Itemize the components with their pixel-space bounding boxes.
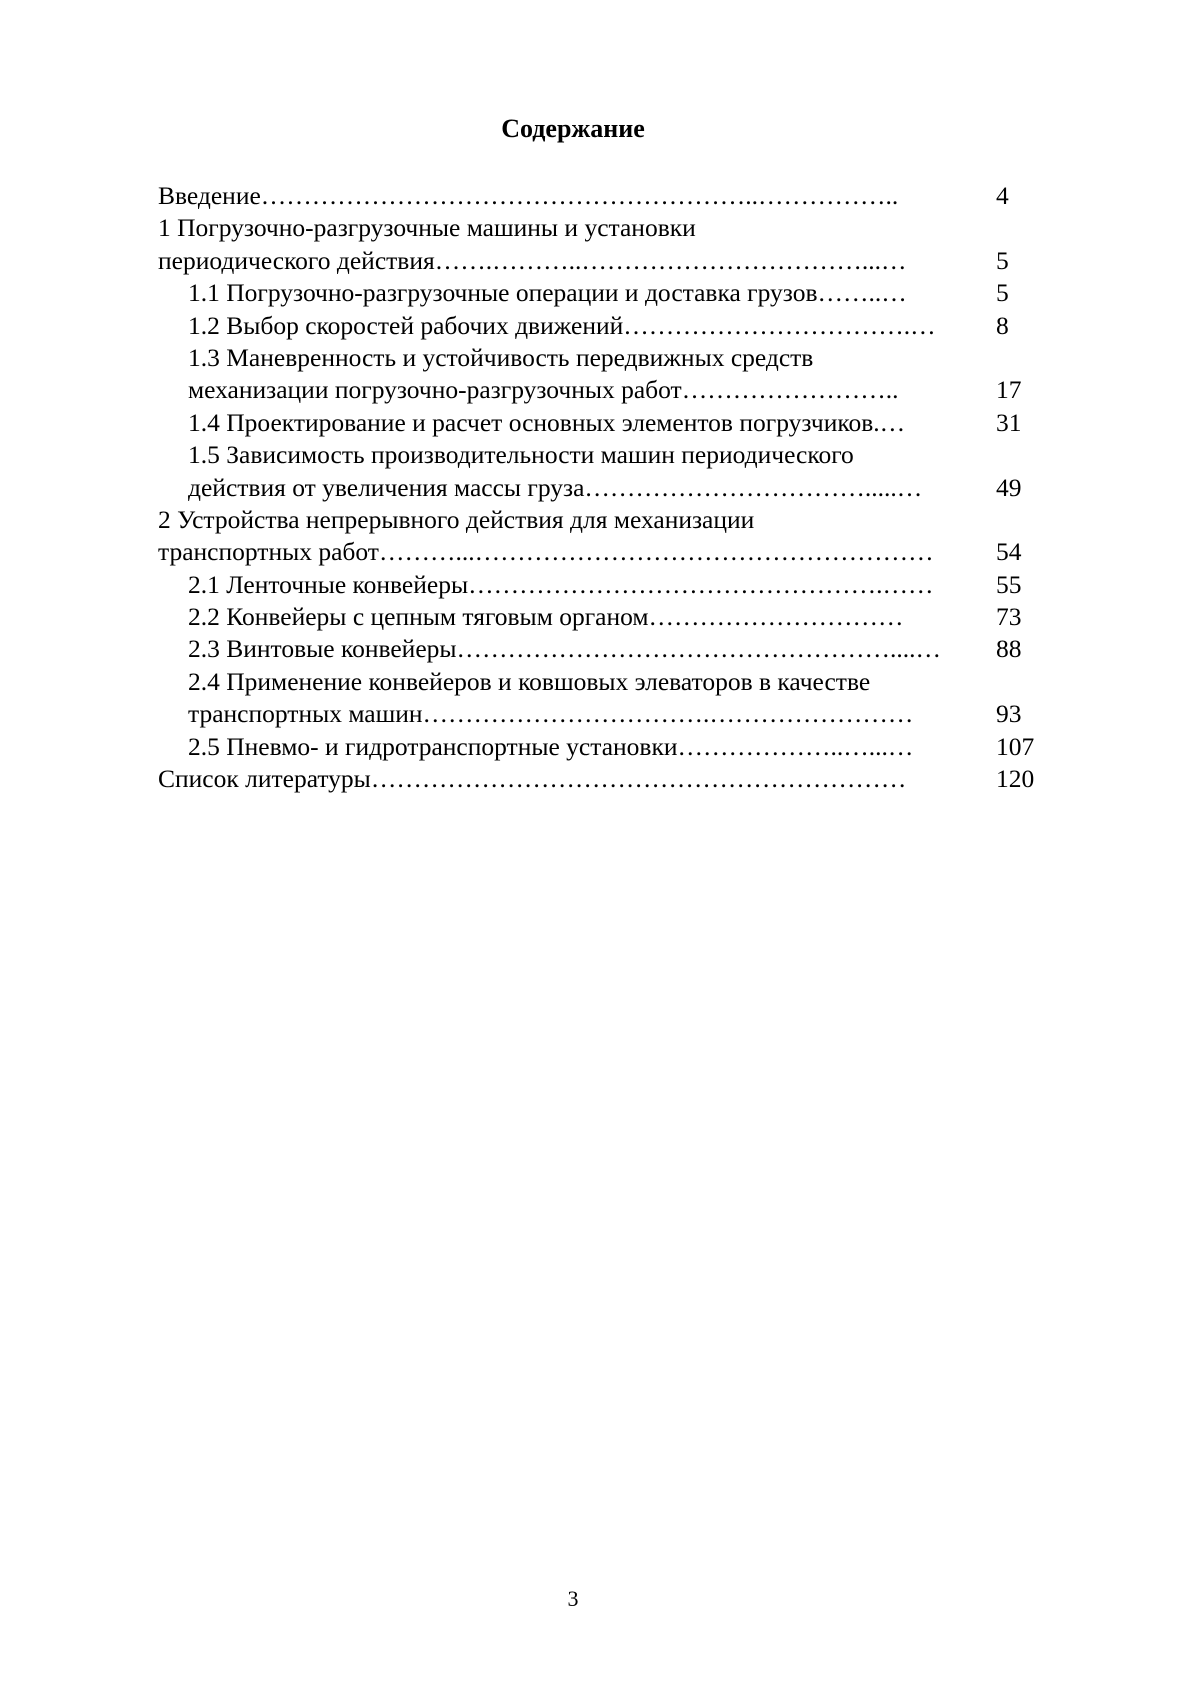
toc-entry-chapter-1-cont [158,245,1058,277]
toc-entry-1-3 [158,342,1058,374]
toc-entry-text: Список литературы……………………………………………………… [158,763,986,795]
toc-entry-1-5-cont [158,472,1058,504]
toc-entry-page: 54 [986,536,1058,568]
toc-entry-page [986,342,1058,374]
table-of-contents [158,180,1058,795]
toc-entry-references [158,763,1058,795]
toc-entry-chapter-2-cont [158,536,1058,568]
toc-entry-page: 8 [986,310,1058,342]
toc-entry-page: 31 [986,407,1058,439]
toc-entry-text: 1.4 Проектирование и расчет основных элементов погрузчиков.… [188,407,986,439]
toc-entry-text: действия от увеличения массы груза…………………………….....… [188,472,986,504]
toc-entry-1-2 [158,310,1058,342]
toc-entry-text: 1.5 Зависимость производительности машин периодического [188,439,986,471]
toc-entry-page: 17 [986,374,1058,406]
toc-entry-page: 88 [986,633,1058,665]
toc-entry-page [986,504,1058,536]
toc-entry-chapter-2 [158,504,1058,536]
toc-entry-page: 55 [986,569,1058,601]
toc-entry-text: 1.3 Маневренность и устойчивость передвижных средств [188,342,986,374]
toc-entry-page: 5 [986,277,1058,309]
toc-entry-page: 5 [986,245,1058,277]
toc-entry-2-4-cont [158,698,1058,730]
toc-entry-chapter-1 [158,212,1058,244]
toc-entry-text: периодического действия…….………..……………………………...… [158,245,986,277]
toc-entry-1-4 [158,407,1058,439]
toc-entry-page: 107 [986,731,1058,763]
toc-entry-page: 4 [986,180,1058,212]
toc-entry-1-1 [158,277,1058,309]
toc-entry-page [986,212,1058,244]
toc-entry-text: 1.2 Выбор скоростей рабочих движений…………………………….… [188,310,986,342]
toc-entry-text: механизации погрузочно-разгрузочных работ…………………….. [188,374,986,406]
toc-entry-1-3-cont [158,374,1058,406]
toc-entry-2-5 [158,731,1058,763]
toc-entry-2-2 [158,601,1058,633]
toc-entry-text: 2.5 Пневмо- и гидротранспортные установки………………..…...… [188,731,986,763]
toc-entry-text: транспортных машин…………………………….…………………… [188,698,986,730]
toc-entry-text: 1.1 Погрузочно-разгрузочные операции и доставка грузов……..… [188,277,986,309]
toc-entry-text: транспортных работ………...……………………………………………… [158,536,986,568]
toc-entry-page: 73 [986,601,1058,633]
toc-entry-page [986,666,1058,698]
toc-entry-text: 2 Устройства непрерывного действия для механизации [158,504,986,536]
page-title: Содержание [0,114,1146,144]
toc-entry-text: 2.2 Конвейеры с цепным тяговым органом………………………… [188,601,986,633]
toc-entry-2-3 [158,633,1058,665]
toc-entry-2-4 [158,666,1058,698]
toc-entry-text: 2.1 Ленточные конвейеры………………………………………….…… [188,569,986,601]
toc-entry-page: 49 [986,472,1058,504]
toc-entry-page: 120 [986,763,1058,795]
toc-entry-text: 1 Погрузочно-разгрузочные машины и установки [158,212,986,244]
toc-entry-text: 2.3 Винтовые конвейеры……………………………………………....… [188,633,986,665]
toc-entry-text: Введение…………………………………………………..…………….. [158,180,986,212]
page-number: 3 [0,1586,1146,1612]
toc-entry-introduction [158,180,1058,212]
toc-entry-2-1 [158,569,1058,601]
toc-entry-page [986,439,1058,471]
toc-entry-text: 2.4 Применение конвейеров и ковшовых элеваторов в качестве [188,666,986,698]
toc-entry-page: 93 [986,698,1058,730]
toc-entry-1-5 [158,439,1058,471]
